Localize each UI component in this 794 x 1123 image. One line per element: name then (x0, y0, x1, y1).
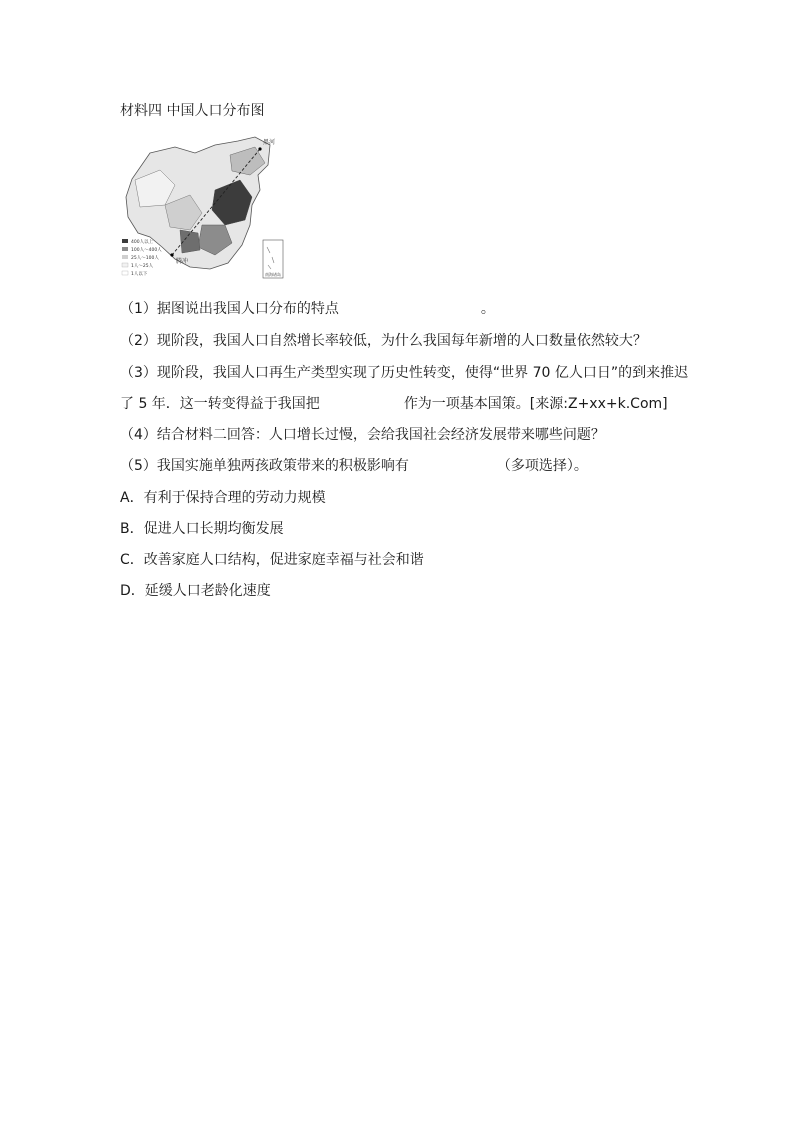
map-label-heihe: 黑河 (263, 139, 276, 146)
question-5 (120, 456, 588, 476)
question-1-text: （1）据图说出我国人口分布的特点 (120, 301, 339, 317)
question-2: （2）现阶段，我国人口自然增长率较低，为什么我国每年新增的人口数量依然较大？ (120, 333, 647, 349)
question-5-end: （多项选择）。 (496, 458, 588, 474)
legend-item: 1人～25人 (131, 264, 154, 269)
option-d: D．延缓人口老龄化速度 (120, 583, 271, 599)
legend-item: 1人以下 (131, 272, 148, 277)
china-population-map (120, 135, 285, 285)
material-heading: 材料四 中国人口分布图 (120, 103, 265, 119)
map-graphic (120, 135, 285, 285)
question-3-line-1: （3）现阶段，我国人口再生产类型实现了历史性转变，使得“世界 70 亿人口日”的到来推迟 (120, 365, 689, 381)
map-label-tengchong: 腾冲 (176, 258, 189, 265)
legend-item: 100人～400人 (131, 248, 162, 253)
option-a: A．有利于保持合理的劳动力规模 (120, 490, 326, 506)
question-4: （4）结合材料二回答：人口增长过慢，会给我国社会经济发展带来哪些问题？ (120, 427, 605, 443)
option-c: C．改善家庭人口结构，促进家庭幸福与社会和谐 (120, 552, 424, 568)
legend-item: 25人～100人 (131, 256, 159, 261)
question-3-line-2 (120, 394, 668, 414)
question-5-text: （5）我国实施单独两孩政策带来的积极影响有 (120, 458, 409, 474)
question-1-end: 。 (480, 301, 495, 317)
question-3-text-a: 了 5 年．这一转变得益于我国把 (120, 396, 320, 412)
question-1 (120, 299, 495, 319)
question-3-text-b: 作为一项基本国策。[来源:Z+xx+k.Com] (403, 396, 668, 412)
inset-label: 南海诸岛 (265, 272, 281, 277)
option-b: B．促进人口长期均衡发展 (120, 521, 284, 537)
legend-item: 400人以上 (131, 240, 154, 245)
